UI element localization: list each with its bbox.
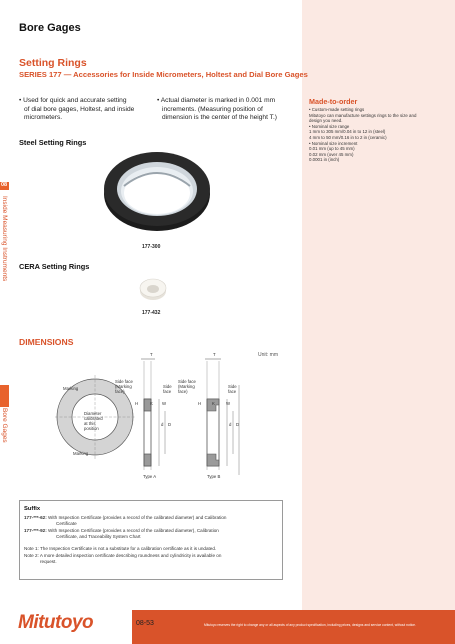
suffix-code: 177-***-62: — [24, 515, 47, 520]
side-face-line: Side — [228, 384, 237, 389]
chapter-label: Inside Measuring Instruments — [1, 196, 8, 282]
diameter-note-line: position — [84, 426, 99, 431]
mto-line: • Nominal size increment — [309, 140, 358, 146]
suffix-text: With Inspection Certificate (provides a record of the calibrated diameter), Calibration — [48, 528, 219, 533]
mto-line: 0.0001 in (inch) — [309, 157, 340, 163]
suffix-text: With Inspection Certificate (provides a record of the calibrated diameter) and Calibration — [48, 515, 227, 520]
mto-line: • Nominal size range — [309, 123, 350, 129]
side-face-line: face — [163, 389, 172, 394]
side-face-line: Side face — [115, 379, 133, 384]
mitutoyo-logo: Mitutoyo — [18, 612, 94, 633]
suffix-code: 177-***-92: — [24, 528, 47, 533]
bullet-left — [19, 97, 134, 123]
w-label-a: W — [162, 401, 167, 406]
unit-label: Unit: mm — [258, 352, 278, 358]
made-to-order-panel — [302, 0, 455, 610]
side-face-line: face) — [115, 389, 125, 394]
cera-rings-heading: CERA Setting Rings — [19, 262, 90, 271]
bullet-right — [157, 97, 277, 123]
bullet-right-line: • Actual diameter is marked in 0.001 mm — [157, 97, 276, 104]
side-face-line: face) — [178, 389, 188, 394]
mto-line: 0.02 mm (over 45 mm) — [309, 151, 354, 157]
made-to-order-text — [309, 107, 451, 163]
side-face-line: (Marking — [178, 384, 195, 389]
t-label-a: T — [150, 352, 153, 357]
section-subtitle: SERIES 177 — Accessories for Inside Micrometers, Holtest and Dial Bore Gages — [19, 70, 308, 79]
d-label-b: d — [229, 422, 232, 427]
page-number: 08-53 — [136, 620, 154, 627]
bullet-left-line: micrometers. — [24, 114, 63, 122]
dimensions-heading: DIMENSIONS — [19, 337, 74, 347]
side-face-a2 — [163, 384, 172, 394]
section-tab-label: Bore Gages — [1, 408, 8, 443]
side-face-line: face — [228, 389, 237, 394]
steel-ring-image — [102, 146, 212, 232]
mto-line: Mitutoyo can manufacture settings rings to the size and — [309, 112, 417, 118]
d-label-a: d — [161, 422, 164, 427]
section-title: Setting Rings — [19, 57, 87, 69]
note-1: Note 1: The Inspection Certificate is not a substitute for a calibration certificate as it is undated. — [24, 546, 217, 551]
diameter-note-line: calibrated — [84, 416, 103, 421]
footer-disclaimer: Mitutoyo reserves the right to change any or all aspects of any product specification, including prices, designs and service content, without notice. — [204, 623, 416, 627]
k-label-b: K — [212, 401, 215, 406]
cera-ring-caption: 177-432 — [142, 310, 161, 316]
side-face-a1 — [115, 379, 133, 394]
t-label-b: T — [213, 352, 216, 357]
steel-rings-heading: Steel Setting Rings — [19, 138, 87, 147]
h-label-a: H — [135, 401, 139, 406]
diameter-note-line: Diameter — [84, 411, 102, 416]
bullet-right-line: increments. (Measuring position of — [162, 105, 263, 113]
mto-line: • Custom-made setting rings — [309, 107, 365, 112]
k-label-a: K — [150, 401, 153, 406]
marking-bottom-label: Marking — [73, 451, 89, 456]
mto-line: 1 mm to 305 mm/0.04 in to 12 in (steel) — [309, 129, 386, 135]
side-face-line: Side face — [178, 379, 196, 384]
note-2: Note 2: A more detailed inspection certificate describing roundness and cylindricity is available on — [24, 553, 222, 558]
cera-ring-image — [138, 276, 168, 302]
bullet-right-line: dimension is the center of the height T.) — [162, 114, 277, 122]
chapter-number: 08 — [1, 182, 8, 188]
diameter-note — [84, 411, 103, 431]
side-face-line: Side — [163, 384, 172, 389]
dd-label-b: D — [236, 422, 240, 427]
mto-line: 0.01 mm (up to 45 mm) — [309, 146, 355, 152]
suffix-title: Suffix — [24, 506, 41, 512]
mto-line: 4 mm to 50 mm/0.16 in to 2 in (ceramic) — [309, 134, 387, 140]
type-a-label: Type A — [143, 474, 157, 479]
dd-label-a: D — [168, 422, 172, 427]
side-face-b2 — [228, 384, 237, 394]
diameter-note-line: at this — [84, 421, 96, 426]
made-to-order-title: Made-to-order — [309, 97, 358, 106]
note-2-cont: request. — [40, 559, 57, 564]
marking-top-label: Marking — [63, 386, 79, 391]
suffix-box — [19, 500, 283, 580]
side-face-line: (Marking — [115, 384, 132, 389]
page-title: Bore Gages — [19, 22, 81, 34]
bullet-left-line: of dial bore gages, Holtest, and inside — [24, 105, 135, 113]
side-face-b1 — [178, 379, 196, 394]
suffix-text-cont: Certificate, and Traceability System Chart — [56, 534, 141, 539]
section-tab — [0, 385, 9, 407]
w-label-b: W — [226, 401, 231, 406]
bullet-left-line: • Used for quick and accurate setting — [19, 97, 127, 104]
mto-line: design you need. — [309, 118, 343, 124]
steel-ring-caption: 177-300 — [142, 244, 161, 250]
h-label-b: H — [198, 401, 202, 406]
type-b-label: Type B — [207, 474, 221, 479]
suffix-item — [24, 515, 227, 521]
suffix-text-cont: Certificate — [56, 521, 77, 526]
